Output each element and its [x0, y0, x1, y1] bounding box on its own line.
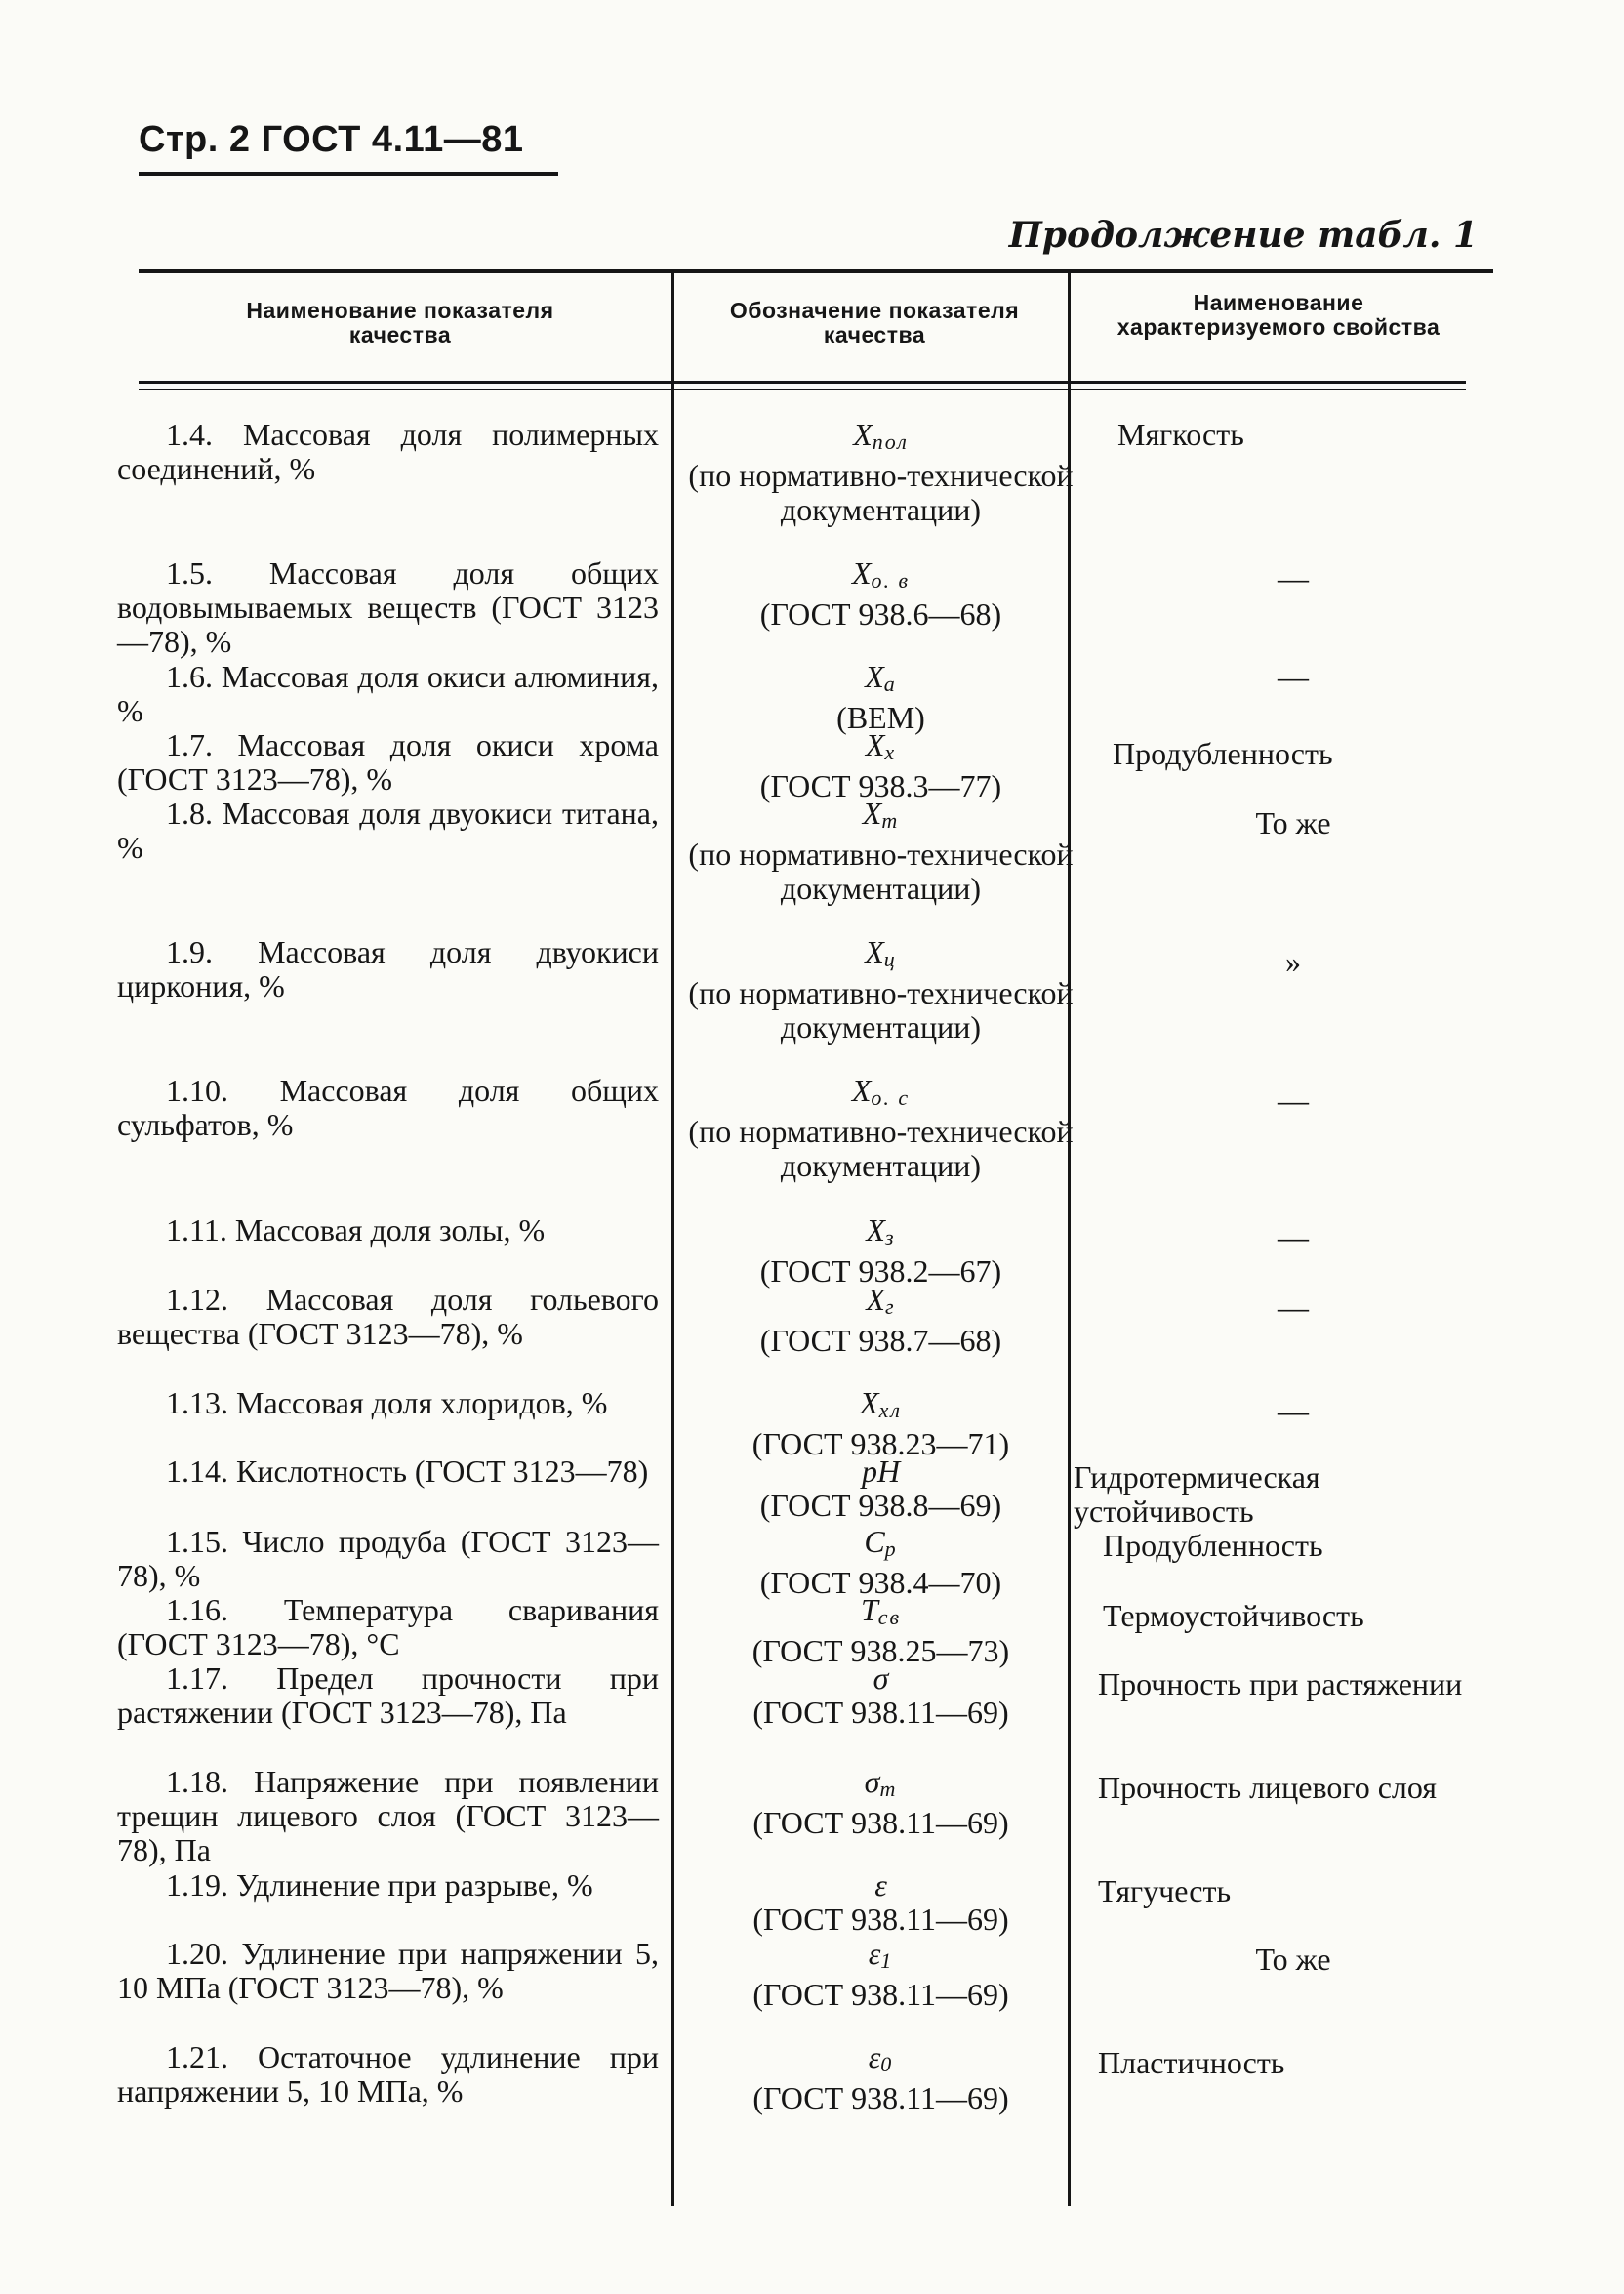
indicator-symbol-letter: X: [851, 555, 872, 591]
table-header-rule-1: [139, 381, 1466, 384]
indicator-designation-cell: [688, 1074, 1074, 1183]
indicator-symbol-subscript: х: [884, 740, 897, 764]
indicator-designation-cell: [688, 1454, 1074, 1523]
indicator-symbol: [688, 1074, 1074, 1115]
indicator-symbol-subscript: о. с: [871, 1086, 911, 1110]
indicator-symbol-letter: X: [865, 934, 884, 969]
indicator-reference: (по нормативно-технической документации): [688, 458, 1074, 527]
characterized-property: Мягкость: [1117, 417, 1244, 452]
indicator-symbol: [688, 1525, 1074, 1566]
indicator-name: 1.4. Массовая доля полимерных соединений, %: [117, 417, 659, 486]
indicator-symbol-letter: X: [865, 659, 884, 694]
indicator-reference: (по нормативно-технической документации): [688, 975, 1074, 1045]
indicator-designation-cell: [688, 2040, 1074, 2115]
indicator-designation-cell: [688, 1765, 1074, 1840]
characterized-property: Гидротермическая устойчивость: [1074, 1459, 1320, 1529]
indicator-symbol: [688, 2040, 1074, 2081]
indicator-symbol: [688, 1937, 1074, 1978]
indicator-name-cell: [117, 1765, 659, 1867]
page-header: Стр. 2 ГОСТ 4.11—81: [139, 119, 524, 160]
indicator-name-cell: [117, 1454, 659, 1489]
indicator-designation-cell: [688, 728, 1074, 803]
indicator-reference: (по нормативно-технической документации): [688, 837, 1074, 906]
indicator-symbol-letter: X: [866, 1282, 885, 1317]
indicator-symbol-letter: X: [862, 796, 882, 831]
column-header-property: Наименование характеризуемого свойства: [1116, 290, 1441, 340]
indicator-designation-cell: [688, 1386, 1074, 1461]
indicator-symbol: [688, 1454, 1074, 1489]
characterized-property: Прочность лицевого слоя: [1098, 1770, 1437, 1805]
characterized-property: Продубленность: [1103, 1528, 1323, 1563]
indicator-designation-cell: [688, 935, 1074, 1045]
indicator-name: 1.6. Массовая доля окиси алюминия, %: [117, 659, 659, 728]
indicator-name-cell: [117, 1213, 659, 1248]
indicator-reference: (ГОСТ 938.11—69): [752, 1695, 1009, 1730]
indicator-symbol: [688, 1213, 1074, 1254]
indicator-symbol-subscript: 0: [880, 2052, 894, 2076]
indicator-name: 1.17. Предел прочности при растяжении (ГОСТ 3123—78), Па: [117, 1660, 659, 1730]
indicator-symbol-letter: ε: [874, 1867, 887, 1903]
indicator-designation-cell: [688, 1937, 1074, 2012]
indicator-reference: (ГОСТ 938.3—77): [759, 768, 1002, 803]
indicator-symbol: [688, 660, 1074, 701]
indicator-name: 1.14. Кислотность (ГОСТ 3123—78): [166, 1454, 649, 1489]
indicator-name: 1.11. Массовая доля золы, %: [166, 1212, 546, 1248]
characterized-property: —: [1278, 1083, 1309, 1118]
column-header-designation: Обозначение показателя качества: [729, 298, 1020, 348]
indicator-symbol-subscript: ц: [883, 947, 897, 971]
indicator-name-cell: [117, 935, 659, 1004]
characterized-property: Продубленность: [1113, 736, 1333, 771]
indicator-symbol: [688, 1765, 1074, 1806]
indicator-name: 1.20. Удлинение при напряжении 5, 10 МПа (ГОСТ 3123—78), %: [117, 1936, 659, 2005]
characterized-property: То же: [1255, 805, 1331, 840]
indicator-designation-cell: [688, 1868, 1074, 1937]
indicator-name-cell: [117, 2040, 659, 2109]
indicator-symbol-letter: X: [860, 1385, 879, 1420]
indicator-symbol-letter: T: [860, 1592, 878, 1627]
indicator-name-cell: [117, 1593, 659, 1661]
indicator-name: 1.13. Массовая доля хлоридов, %: [166, 1385, 608, 1420]
indicator-designation-cell: [688, 418, 1074, 527]
indicator-name: 1.12. Массовая доля гольевого вещества (ГОСТ 3123—78), %: [117, 1282, 659, 1351]
indicator-name-cell: [117, 1868, 659, 1903]
characterized-property: »: [1285, 944, 1301, 979]
table-header-rule-2: [139, 389, 1466, 390]
table-top-rule: [139, 269, 1493, 273]
indicator-designation-cell: [688, 797, 1074, 906]
indicator-name: 1.5. Массовая доля общих водовымываемых веществ (ГОСТ 3123—78), %: [117, 555, 659, 659]
indicator-name-cell: [117, 797, 659, 865]
characterized-property: —: [1278, 1290, 1309, 1325]
indicator-name-cell: [117, 1283, 659, 1351]
indicator-symbol: [688, 556, 1074, 597]
indicator-designation-cell: [688, 1525, 1074, 1600]
indicator-symbol-subscript: т: [881, 808, 900, 833]
indicator-name-cell: [117, 556, 659, 659]
indicator-reference: (ГОСТ 938.7—68): [759, 1323, 1002, 1358]
indicator-reference: (ВЕМ): [836, 700, 925, 735]
indicator-reference: (ГОСТ 938.4—70): [759, 1565, 1002, 1600]
indicator-reference: (ГОСТ 938.11—69): [752, 1977, 1009, 2012]
indicator-designation-cell: [688, 1283, 1074, 1358]
characterized-property: То же: [1255, 1942, 1331, 1977]
indicator-name: 1.8. Массовая доля двуокиси титана, %: [117, 796, 659, 865]
indicator-symbol-subscript: хл: [878, 1398, 902, 1422]
characterized-property: Пластичность: [1098, 2045, 1285, 2080]
indicator-name: 1.18. Напряжение при появлении трещин лицевого слоя (ГОСТ 3123—78), Па: [117, 1764, 659, 1867]
indicator-reference: (ГОСТ 938.25—73): [751, 1633, 1010, 1668]
characterized-property: —: [1278, 659, 1309, 694]
characterized-property: Прочность при растяжении: [1098, 1666, 1463, 1701]
indicator-designation-cell: [688, 1593, 1074, 1668]
indicator-symbol: [688, 728, 1074, 769]
header-rule: [139, 172, 558, 176]
indicator-name: 1.16. Температура сваривания (ГОСТ 3123—78), °С: [117, 1592, 659, 1661]
indicator-symbol: [688, 1661, 1074, 1696]
indicator-designation-cell: [688, 556, 1074, 632]
indicator-symbol-subscript: г: [884, 1294, 896, 1319]
indicator-symbol: [688, 1386, 1074, 1427]
indicator-symbol-subscript: о. в: [871, 568, 911, 593]
characterized-property: —: [1278, 1219, 1309, 1254]
indicator-reference: (ГОСТ 938.8—69): [759, 1488, 1002, 1523]
indicator-symbol-subscript: з: [884, 1225, 896, 1249]
indicator-symbol: [688, 1868, 1074, 1903]
indicator-name: 1.7. Массовая доля окиси хрома (ГОСТ 3123—78), %: [117, 727, 659, 797]
indicator-symbol-letter: ε: [868, 2039, 881, 2074]
indicator-name-cell: [117, 1525, 659, 1593]
indicator-name: 1.10. Массовая доля общих сульфатов, %: [117, 1073, 659, 1142]
indicator-symbol: [688, 1593, 1074, 1634]
indicator-symbol: [688, 797, 1074, 838]
indicator-symbol-letter: σ: [873, 1660, 889, 1696]
indicator-symbol-subscript: а: [883, 672, 897, 696]
indicator-name-cell: [117, 1937, 659, 2005]
indicator-name-cell: [117, 418, 659, 486]
indicator-name-cell: [117, 1386, 659, 1420]
indicator-designation-cell: [688, 1213, 1074, 1289]
characterized-property: —: [1278, 560, 1309, 595]
indicator-symbol-letter: C: [864, 1524, 885, 1559]
characterized-property: —: [1278, 1393, 1309, 1428]
indicator-name: 1.19. Удлинение при разрыве, %: [166, 1867, 593, 1903]
indicator-reference: (ГОСТ 938.23—71): [751, 1426, 1010, 1461]
indicator-name-cell: [117, 1074, 659, 1142]
indicator-reference: (ГОСТ 938.11—69): [752, 1805, 1009, 1840]
characterized-property: Термоустойчивость: [1103, 1598, 1364, 1633]
indicator-name-cell: [117, 728, 659, 797]
characterized-property: Тягучесть: [1098, 1873, 1232, 1908]
indicator-name: 1.9. Массовая доля двуокиси циркония, %: [117, 934, 659, 1004]
indicator-symbol-subscript: р: [884, 1536, 898, 1561]
indicator-designation-cell: [688, 1661, 1074, 1730]
indicator-name-cell: [117, 660, 659, 728]
indicator-symbol-letter: X: [866, 1212, 885, 1248]
indicator-symbol-subscript: 1: [880, 1948, 894, 1973]
indicator-name: 1.21. Остаточное удлинение при напряжении 5, 10 МПа, %: [117, 2039, 659, 2109]
indicator-symbol-letter: X: [865, 727, 885, 762]
indicator-designation-cell: [688, 660, 1074, 735]
indicator-reference: (ГОСТ 938.6—68): [759, 596, 1002, 632]
indicator-symbol-letter: pH: [861, 1454, 901, 1489]
indicator-symbol-subscript: пол: [872, 430, 909, 454]
indicator-reference: (ГОСТ 938.2—67): [759, 1253, 1002, 1289]
indicator-name: 1.15. Число продуба (ГОСТ 3123—78), %: [117, 1524, 659, 1593]
indicator-symbol-letter: ε: [868, 1936, 881, 1971]
table-continuation-label: Продолжение табл. 1: [1008, 215, 1478, 256]
indicator-symbol: [688, 1283, 1074, 1324]
column-divider-1: [671, 273, 674, 2206]
indicator-symbol: [688, 418, 1074, 459]
indicator-symbol-subscript: т: [879, 1777, 898, 1801]
indicator-symbol-letter: σ: [864, 1764, 880, 1799]
column-header-name: Наименование показателя качества: [246, 298, 554, 348]
indicator-symbol: [688, 935, 1074, 976]
indicator-reference: (по нормативно-технической документации): [688, 1114, 1074, 1183]
indicator-name-cell: [117, 1661, 659, 1730]
indicator-symbol-letter: X: [851, 1073, 872, 1108]
indicator-reference: (ГОСТ 938.11—69): [752, 1902, 1009, 1937]
indicator-reference: (ГОСТ 938.11—69): [752, 2080, 1009, 2115]
indicator-symbol-subscript: св: [877, 1605, 902, 1629]
indicator-symbol-letter: X: [853, 417, 873, 452]
